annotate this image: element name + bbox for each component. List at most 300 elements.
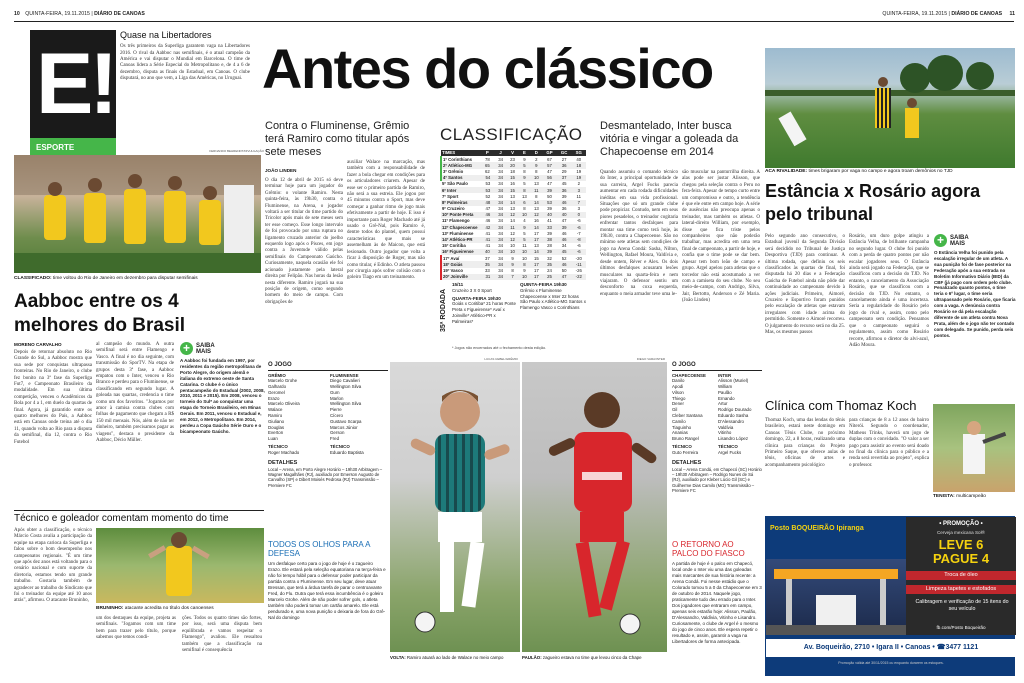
main-headline: Antes do clássico: [262, 37, 713, 100]
inter-home-list: [672, 373, 714, 456]
stat-cell: 25: [547, 274, 552, 280]
ad-line1: Troca de óleo: [906, 571, 1016, 580]
gremio-details-text: Local – Arena, em Porto Alegre Horário – 19h30 Arbitragem – Wagner Magalhães (RJ), auxiliado por Emerson Augusto de Carvalho (SP) e Dibert Moisés Pedrosa (RJ) Transmissão – Premiere FC: [268, 466, 383, 488]
player-name: Pierre: [330, 407, 342, 413]
aabboc-saiba-header: [180, 342, 265, 355]
stat-cell: 5: [523, 181, 526, 187]
player-name: Apodi: [672, 384, 684, 390]
paulao-caption: [522, 655, 667, 661]
team-name-cell: 8º Palmeiras: [442, 199, 468, 205]
stat-cell: 34: [498, 274, 503, 280]
stat-cell: 50: [547, 193, 552, 199]
team-name-cell: 6º Inter: [442, 187, 457, 193]
stat-cell: 40: [484, 249, 490, 255]
stat-cell: 36: [561, 206, 567, 212]
stat-cell: 11: [510, 224, 515, 230]
esporte-logo-letter: E!: [36, 36, 114, 132]
stat-cell: 7: [511, 274, 514, 280]
stat-cell: 11: [522, 243, 527, 249]
stat-cell: 46: [485, 212, 491, 218]
todos-olhos-title: TODOS OS OLHOS PARA A DEFESA: [268, 540, 370, 558]
inter-article-col1: Quando assumiu o comando técnico do Inter, a principal oportunidade de sua carreira, Argel Fucks parecia aumentar em cada rodada dificuldades inéditas em sua vida profissional. Situações que só um grande clube pode propiciar. Contudo, nem em seus piores pesadelos, o treinador cogitaria enfrentar tantos desfalques para montar sua time como terá hoje, às 19h30, contra a Chapecoense. São no mínimo sete atletas sem condições de jogo na Arena Condá: Sasha, Nilton, Wellington, Rafael Moura, Valdívia e, desde ontem, Réver e Alex. Os dois últimos desfalques acusaram lesões musculares na quarta-feira e nem viajaram. O defensor sentiu um desconforto na coxa esquerda, enquanto o meia armador teve uma le-: [600, 170, 678, 297]
classificacao-row: [441, 169, 586, 175]
inter-home-players: [672, 378, 714, 442]
games-list-2: Goiás x Coritiba* 21 horas Ponte Preta x Figueirense* Avaí x Joinville* Atlético-PR x Palmeiras*: [452, 301, 516, 324]
stat-cell: 8: [523, 187, 526, 193]
player-name: Cleber Santana: [672, 413, 703, 419]
estancia-col2: Rosário, um duro golpe atingiu a Estância Velha, de brilhante campanha no segundo lugar. O clube foi punido com a perda de quatro pontos por não escalar jogadores seus. O Estância ainda será jogado na Federação, que se classificou com a decisão do TJD. No entanto, o cancelamento da Associação Rosário, que se classificou com a decisão do TJD. No entanto, o cancelamento ainda é uma incerteza. Seria a regularidade do Rosário pelo jogo do rival e, assim, como pelo campeonato sem condição. Pensamos que o campeonato seguirá o regulamento, assim como Rosário recorre, afirmou o diretor do alvi-azul, Adão Moura.: [849, 234, 929, 348]
stat-cell: 52: [485, 193, 491, 199]
left-folio-paper: DIÁRIO DE CANOAS: [94, 11, 145, 17]
retorno-box: [672, 540, 762, 670]
classificacao-row: [441, 243, 586, 249]
stat-cell: -11: [575, 261, 582, 267]
inter-home-coach: Guto Ferreira: [672, 449, 699, 455]
team-name-cell: 13º Fluminense: [442, 230, 474, 236]
aabboc-col1: Depois de retornar absoluto no Rio Grande do Sul, a Aabboc mostra que sua sede por conquistas ultrapassa fronteiras. No Rio de Janeiro, o clube fez bonito na 3ª fase da Superliga Fut7, e Campeonato Brasileiro da modalidade. Em sua última competição, venceu o Acadêmicos da Bola por 4 a 1, em duelo da quartas de final. Agora, já garantido entre os quatro melhores do País, a Aabboc está em Canoas onde treina até o dia 11, quando volta ao Rio para a disputa da semifinal, dia 12, contra o Rio Futebol: [14, 350, 92, 445]
plus-icon: +: [934, 234, 947, 247]
stat-cell: 15: [533, 255, 539, 261]
koch-caption-kicker: TENISTA:: [933, 494, 955, 499]
stat-cell: 10: [522, 249, 527, 255]
col-e: E: [522, 150, 526, 156]
stat-cell: 5: [523, 237, 526, 243]
player-name: Alisson (Muriel): [718, 378, 749, 384]
stat-cell: 34: [498, 261, 503, 267]
inter-away-list: [718, 373, 762, 456]
team-name-cell: 1º Corinthians: [441, 156, 481, 162]
stat-cell: 2: [577, 181, 580, 187]
paulao-photo: [522, 362, 667, 652]
col-j: J: [499, 150, 502, 156]
games-date-2: QUARTA-FEIRA 19h30: [452, 295, 501, 301]
retorno-title: O RETORNO AO PALCO DO FIASCO: [672, 540, 745, 558]
stat-cell: 7: [577, 199, 580, 205]
stat-cell: 14: [533, 199, 539, 205]
player-name: Vitinho: [718, 430, 732, 436]
libertadores-title: Quase na Libertadores: [120, 30, 212, 40]
stat-cell: 12: [510, 230, 515, 236]
gremio-home-list: [268, 373, 324, 456]
games-right: [520, 282, 586, 342]
stat-cell: 40: [576, 156, 582, 162]
rivalidade-photo: [765, 48, 1015, 168]
estancia-saiba-title: SAIBA MAIS: [950, 234, 969, 247]
inter-lineup-title: O JOGO: [672, 362, 762, 371]
team-name-cell: 4º Santos: [441, 175, 481, 181]
stat-cell: 12: [510, 212, 515, 218]
estancia-saiba-header: [934, 234, 1016, 247]
stat-cell: 34: [498, 212, 503, 218]
gremio-away-name: FLUMINENSE: [330, 372, 359, 378]
stat-cell: 34: [561, 243, 567, 249]
stat-cell: 20: [510, 162, 515, 168]
stat-cell: 13: [533, 181, 539, 187]
classificacao-row: [441, 200, 586, 206]
stat-cell: 23: [510, 156, 515, 162]
team-name-cell: 11º Flamengo: [442, 218, 470, 224]
stat-cell: 53: [485, 187, 491, 193]
stat-cell: 34: [498, 243, 503, 249]
player-name: Everton: [268, 430, 284, 436]
player-name: Douglas: [268, 424, 285, 430]
stat-cell: 16: [510, 181, 515, 187]
volta-caption-kicker: VOLTA:: [390, 655, 406, 660]
stat-cell: 8: [535, 193, 538, 199]
stat-cell: 41: [485, 237, 491, 243]
games-list-1: [452, 288, 518, 294]
stat-cell: 9: [523, 156, 526, 162]
player-name: Gustavo Scarpa: [330, 418, 362, 424]
stat-cell: 34: [498, 175, 503, 181]
col-d: D: [534, 150, 538, 156]
stat-cell: 19: [576, 175, 582, 181]
retorno-text: A partida de hoje é o palco em Chapecó, local onde o Inter viu uma das goleadas mais marcantes de sua história recente: a Arena Condá. Foi nesse estádio que o Colorado tomou 5 a 0 da Chapecoense em 3 de outubro de 2014. Naquele jogo, praticamente tudo deu errado para o Inter. Dos jogadores que entraram em campo, apenas seis estarão hoje: Alisson, Paulão, D'Alessandro, Valdívia, Vitinho e Lisandro. Curiosamente, o clube de Argel é o mesmo do jogo de cinco anos. Ele espera repetir o resultado e, assim, garantir a vaga na Libertadores de forma antecipada.: [672, 561, 762, 644]
stat-cell: 45: [561, 249, 567, 255]
stat-cell: 10: [522, 274, 527, 280]
player-name: Luan: [268, 436, 278, 442]
ad-line3: Calibragem e verificação de 15 itens do seu veículo: [915, 599, 1009, 612]
stat-cell: 19: [576, 168, 582, 174]
stat-cell: 65: [484, 162, 490, 168]
stat-cell: 36: [561, 187, 567, 193]
player-name: Camilo: [672, 418, 686, 424]
todos-olhos-box: [268, 540, 386, 672]
stat-cell: 46: [561, 199, 567, 205]
tecnico-col3: ções. Todos os quatro times são fortes, por isso, será uma disputa bem equilibrada e vamos respeitar o Flamengo", avaliou. Ele ressaltou também que a classificação na semifinal é consequência: [182, 616, 262, 654]
stat-cell: 8: [511, 267, 514, 273]
inter-coach-label-away: TÉCNICO: [718, 444, 738, 450]
stat-cell: 41: [485, 243, 491, 249]
stat-cell: 48: [485, 199, 491, 205]
game-result: Cruzeiro 3 X 0 Sport: [452, 287, 492, 293]
player-name: Gil: [672, 407, 678, 413]
stat-cell: 41: [485, 230, 491, 236]
stat-cell: 13: [522, 193, 527, 199]
stat-cell: 54: [485, 175, 491, 181]
team-name-cell: 19º Vasco: [441, 268, 481, 274]
stat-cell: 10: [533, 175, 539, 181]
ad-promo: • PROMOÇÃO •: [939, 521, 983, 527]
gremio-lineup-cols: [268, 373, 388, 456]
stat-cell: 34: [498, 218, 503, 224]
bruninho-caption-kicker: BRUNINHO:: [96, 606, 124, 611]
stat-cell: 46: [561, 230, 567, 236]
stat-cell: 34: [498, 156, 503, 162]
stat-cell: 40: [561, 212, 567, 218]
stat-cell: 5: [523, 230, 526, 236]
player-name: Cícero: [330, 413, 343, 419]
player-name: Rodrigo Dourado: [718, 407, 752, 413]
stat-cell: 8: [523, 261, 526, 267]
player-name: Tiaguinho: [672, 424, 692, 430]
aabboc-team-photo: [14, 155, 261, 273]
gremio-article-col2: auxiliar Walace na marcação, mas também com a responsabilidade de fazer a bola chegar em condições para os articuladores criarem. Apesar de esse ser o primeiro partida de Ramiro, não será a sua estreia. Ele jogou por 45 minutos contra o Sport, mas deve começar a ganhar ritmo de jogo mais efetivamente a partir de hoje. E isso é importante para Roger Machado até já usado o Grê-Nal, pois Ramiro é, dentre todos do plantel, quem possui características que mais se assemelham às de Maicon, que está lesionado. Outro jogador que volta a ficar à disposição de Roger, mas não como titular, é Edinho. O atleta passou por cirurgia após sofrer colisão com o goleiro Tiago em um treinamento.: [347, 160, 425, 281]
right-folio-date: QUINTA-FEIRA, 19.11.2015 |: [882, 11, 950, 17]
gremio-away-coach: Eduardo Baptista: [330, 449, 364, 455]
stat-cell: 10: [522, 255, 527, 261]
ad-station-art: [766, 559, 906, 635]
team-name-cell: 17º Avaí: [441, 255, 481, 261]
stat-cell: 17: [533, 274, 539, 280]
stat-cell: -26: [575, 267, 582, 273]
team-name-cell: 5º São Paulo: [442, 181, 468, 187]
stat-cell: 36: [561, 162, 567, 168]
tecnico-rule: [14, 510, 264, 511]
classificacao-title: CLASSIFICAÇÃO: [440, 125, 583, 144]
stat-cell: 38: [547, 237, 552, 243]
stat-cell: 3: [577, 206, 580, 212]
stat-cell: 34: [498, 193, 503, 199]
stat-cell: 27: [561, 156, 567, 162]
stat-cell: 40: [547, 212, 552, 218]
gremio-subhead: Contra o Fluminense, Grêmio terá Ramiro como titular após sete meses: [265, 120, 410, 158]
stat-cell: 17: [533, 230, 539, 236]
stat-cell: 14: [510, 218, 515, 224]
stat-cell: 34: [498, 249, 503, 255]
stat-cell: 15: [510, 187, 515, 193]
team-name-cell: 9º Cruzeiro: [442, 206, 465, 212]
stat-cell: 34: [498, 181, 503, 187]
stat-cell: 67: [547, 156, 552, 162]
stat-cell: 47: [547, 181, 552, 187]
team-name-cell: 18º Goiás: [441, 261, 481, 267]
stat-cell: 24: [547, 267, 552, 273]
player-name: Lisandro López: [718, 436, 749, 442]
inter-subhead: Desmantelado, Inter busca vitória e vingar a goleada da Chapecoense em 2014: [600, 120, 739, 158]
stat-cell: 34: [498, 255, 503, 261]
stat-cell: 39: [547, 230, 552, 236]
stat-cell: 4: [523, 218, 526, 224]
stat-cell: 39: [561, 224, 567, 230]
stat-cell: 9: [523, 224, 526, 230]
ad-beer: Cerveja mexicana Sol®: [936, 530, 986, 535]
estancia-headline: Estância x Rosário agora pelo tribunal: [765, 181, 981, 224]
stat-cell: 31: [485, 274, 491, 280]
stat-cell: -8: [576, 237, 581, 243]
player-name: Ernando: [718, 395, 735, 401]
stat-cell: 53: [485, 181, 491, 187]
ad-fineprint: Promoção válida até 30/11/2015 ou enquanto durarem os estoques.: [838, 661, 944, 665]
team-name-cell: 2º Atlético-MG: [441, 162, 481, 168]
col-p: P: [485, 150, 489, 156]
stat-cell: 34: [498, 199, 503, 205]
bruninho-photo-art: [96, 528, 264, 603]
inter-details-title: DETALHES: [672, 459, 702, 466]
stat-cell: 57: [547, 162, 552, 168]
player-name: Vilson: [672, 389, 684, 395]
gremio-lineup-box: [268, 362, 388, 532]
stat-cell: 11: [576, 193, 581, 199]
stat-cell: 10: [522, 212, 527, 218]
ad-line2: Limpeza tapetes e estofados: [906, 585, 1016, 594]
team-name-cell: 12º Chapecoense: [442, 224, 478, 230]
team-name-cell: 7º Sport: [442, 193, 459, 199]
stat-cell: 17: [533, 261, 539, 267]
stat-cell: 12: [510, 237, 515, 243]
player-name: Giuliano: [268, 418, 285, 424]
stat-cell: 18: [510, 168, 515, 174]
paulao-caption-kicker: PAULÃO:: [522, 655, 542, 660]
stat-cell: 5: [523, 162, 526, 168]
gremio-away-players: [330, 378, 386, 442]
stat-cell: 62: [484, 168, 490, 174]
stat-cell: 14: [533, 224, 539, 230]
stat-cell: 6: [523, 199, 526, 205]
player-name: Wellington Silva: [330, 401, 362, 407]
stat-cell: 34: [498, 162, 503, 168]
stat-cell: -7: [576, 230, 581, 236]
right-folio: [840, 11, 1015, 20]
stat-cell: 45: [561, 181, 567, 187]
estancia-col1: Pelo segundo ano consecutivo, o Estadual juvenil da Segunda Divisão será decidido no Tribunal de Justiça Desportiva (TJD) para continuar. A última rodada, que definiu os seis classificados às quartas de final, foi disputada há 20 dias e a Federação Gaúcha de Futebol ainda não pôde dar continuidade ao campeonato devido à ações judiciais. Primeiro, Aimoré, Cruzeiro e Esportivo foram punidos pelo escalação de atletas que estavam irregulares com idade acima do permitido. Somente o Aimoré recorreu. O julgamento do recurso será no dia 25. Mas, os mesmos passos: [765, 234, 845, 336]
stat-cell: 39: [561, 193, 567, 199]
col-gc: GC: [560, 150, 568, 156]
stat-cell: 39: [547, 187, 552, 193]
player-name: Erazo: [268, 395, 280, 401]
player-name: Eduardo Sasha: [718, 413, 749, 419]
stat-cell: 32: [547, 255, 552, 261]
ad-station-photo: [766, 559, 906, 635]
rivalidade-caption: [765, 169, 1015, 175]
team-name-cell: 14º Atlético-PR: [442, 237, 473, 243]
plus-icon: +: [180, 342, 193, 355]
games-list-3: Grêmio x Fluminense Chapecoense x Inter 22 horas São Paulo x Atlético-MG Santos x Flamengo Vasco x Corinthians: [520, 287, 586, 311]
player-name: Diego Cavalieri: [330, 378, 360, 384]
inter-lineup-cols: [672, 373, 762, 456]
aabboc-caption-text: time voltou do Rio de Janeiro em dezembro para disputar semifinais: [52, 276, 198, 281]
stat-cell: 34: [498, 237, 503, 243]
aabboc-photo-art: [14, 155, 261, 273]
stat-cell: -20: [575, 255, 582, 261]
classificacao-row: [441, 224, 586, 230]
posto-boqueirao-ad: [765, 516, 1015, 676]
stat-cell: 34: [498, 168, 503, 174]
stat-cell: 10: [510, 243, 515, 249]
stat-cell: 47: [561, 274, 567, 280]
gremio-home-name: GRÊMIO: [268, 372, 286, 378]
stat-cell: 35: [547, 261, 552, 267]
koch-col2: para crianças de 8 a 12 anos do bairro Niterói. Segundo o coordenador, Matheus Trinks, haverá um jogo de duplas com o convidado. "O valor a ser pago para assistir ao evento será doado no final da clínica para o público e a renda será revertida ao projeto", explica o professor.: [849, 418, 929, 468]
inter-away-coach: Argel Fucks: [718, 449, 742, 455]
classificacao-row: [441, 206, 586, 212]
stat-cell: 34: [498, 267, 503, 273]
stat-cell: 9: [511, 261, 514, 267]
inter-lineup-box: [672, 362, 762, 532]
stat-cell: 11: [534, 187, 539, 193]
stat-cell: -6: [576, 243, 581, 249]
left-folio: [14, 11, 214, 20]
stat-cell: 3: [577, 187, 580, 193]
gremio-article-col1: O dia 12 de abril de 2015 só deve terminar hoje para um jogador do Grêmio: o volante Ramiro. Nesta quinta-feira, às 19h30, contra o Fluminense, na Arena, o jogador voltará a ser titular do time partido do Tricolor após mais de sete meses sem ter esse começo. Esse longo intervalo de foi provocado por uma ruptura no ligamento cruzado anterior do joelho esquerdo logo após o Pisces, em jogo contra a Juventude válido pelas semifinais do Campeonato Gaúcho. Curiosamente, naquela ocasião ele foi acionado justamente pela lateral direita por Felipão. Nas horas da lesão nesta diferente. Ramiro jogará na sua posição de origem, como segundo homem do meio de campo. Com obrigações de: [265, 178, 343, 305]
ramiro-photo: [390, 362, 520, 652]
stat-cell: 2: [535, 156, 538, 162]
photo-credit-3: DIEGO VARA/INTER: [636, 357, 665, 361]
player-name: Artur: [718, 401, 728, 407]
ad-pague: PAGUE 4: [932, 551, 990, 566]
stat-cell: 37: [561, 175, 567, 181]
stat-cell: 0: [577, 212, 580, 218]
player-name: Thiego: [672, 395, 686, 401]
stat-cell: 33: [484, 267, 490, 273]
classificacao-row: [441, 181, 586, 187]
stat-cell: 13: [510, 193, 515, 199]
stat-cell: 9: [535, 162, 538, 168]
gremio-details-title: DETALHES: [268, 459, 298, 466]
player-name: Fred: [330, 436, 340, 442]
classificacao-row: [441, 249, 586, 255]
inter-away-players: [718, 378, 762, 442]
stat-cell: -22: [575, 274, 582, 280]
classificacao-row: [441, 162, 586, 168]
right-page-number: 11: [1009, 11, 1015, 17]
player-name: Valdívia: [718, 424, 734, 430]
stat-cell: 35: [484, 261, 490, 267]
estancia-saiba-text: O Estância Velha foi punido pela escalação irregular de um atleta. A sua punição foi de fase posterior na Federação após a sua entrada no Boletim Informativo Diário (BID) da CBF (já pago com ordem pelo clube. Penalizado quanto pontos, o time teria o 6º lugar, o time seria ultrapassado pelo Rosário, que ficaria com a vaga. A denúncia contra Rosário se dá pela escalação diferente de um atleta contra Nova Prata, além de o jogo não ter contado com delegado. Se punido, perda seis pontos.: [934, 250, 1016, 338]
stat-cell: 42: [485, 224, 491, 230]
player-name: Gum: [330, 389, 340, 395]
stat-cell: 50: [561, 267, 567, 273]
estancia-saiba-mais: [934, 234, 1016, 394]
gremio-byline: JOÃO LINDEN: [265, 168, 297, 173]
paulao-photo-art: [522, 362, 667, 652]
aabboc-saiba-mais: [180, 342, 265, 498]
player-name: Dener: [672, 401, 684, 407]
stat-cell: 53: [547, 199, 552, 205]
aabboc-saiba-title: SAIBA MAIS: [196, 342, 215, 355]
paulao-caption-text: zagueiro estava no time que levou cinco da Chape: [542, 655, 642, 660]
classificacao-row: [441, 268, 586, 274]
tecnico-headline: Técnico e goleador comentam momento do time: [14, 513, 229, 524]
gremio-home-players: [268, 378, 324, 442]
stat-cell: 47: [561, 218, 567, 224]
stat-cell: 46: [485, 218, 491, 224]
stat-cell: 33: [547, 224, 552, 230]
stat-cell: 14: [533, 249, 539, 255]
player-name: Galhardo: [268, 384, 287, 390]
todos-olhos-text: Um desfalque certo para o jogo de hoje é o zagueiro Erazo. Ele estará pela seleção equatoriana na terça-feira e não foi tempo hábil para o defensor poder participar da partida contra o Fluminense. Em seu lugar, deve atuar Bressan, que terá a árdua tarefa de parar o centroavante Fred, do Flu. Outra que terá essa incumbência é o goleiro Marcelo Grohe. Além de não poder sofrer gols, o atleta também não poderá tomar um cartão amarelo. Ele está pendurado e, uma nova punição o deixaria de fora do Grê-Nal do domingo: [268, 561, 386, 620]
player-name: Danilo: [672, 378, 685, 384]
gremio-away-list: [330, 373, 386, 456]
gremio-coach-label-away: TÉCNICO: [330, 444, 350, 450]
stat-cell: 47: [547, 168, 552, 174]
player-name: Paulão: [718, 389, 732, 395]
player-name: Marcos Júnior: [330, 424, 358, 430]
stat-cell: 13: [533, 243, 539, 249]
classificacao-row: [441, 218, 586, 224]
team-name-cell: 20º Joinville: [441, 274, 481, 280]
stat-cell: 17: [533, 237, 539, 243]
player-name: Marcelo Oliveira: [268, 401, 300, 407]
stat-cell: -6: [576, 249, 581, 255]
player-name: Geromel: [268, 389, 285, 395]
stat-cell: 8: [523, 168, 526, 174]
stat-cell: 9: [523, 267, 526, 273]
stat-cell: 17: [533, 267, 539, 273]
stat-cell: 9: [511, 255, 514, 261]
rivalidade-caption-text: times brigaram por vaga no campo e agora troam demônios no TJD: [808, 169, 953, 174]
left-folio-date: QUINTA-FEIRA, 19.11.2015 |: [25, 11, 93, 17]
inter-away-name: INTER: [718, 372, 732, 378]
stat-cell: 39: [547, 249, 552, 255]
player-name: Marcelo Grohe: [268, 378, 298, 384]
player-name: Bruno Rangel: [672, 436, 699, 442]
classificacao-row: [441, 230, 586, 236]
koch-col1: Thomaz Koch, uma das lendas do tênis brasileiro, estará neste domingo em Canoas Tênis Clube, no próximo domingo, 22, a 8 horas, realizando uma clínica para crianças do Projeto Primeiro Saque, que oferece aulas de tênis, oficinas de artes e acompanhamento psicológico: [765, 418, 845, 468]
stat-cell: -6: [576, 224, 581, 230]
games-note: * Jogos não encerrados até o fechamento desta edição.: [452, 346, 547, 350]
classificacao-row: [441, 237, 586, 243]
